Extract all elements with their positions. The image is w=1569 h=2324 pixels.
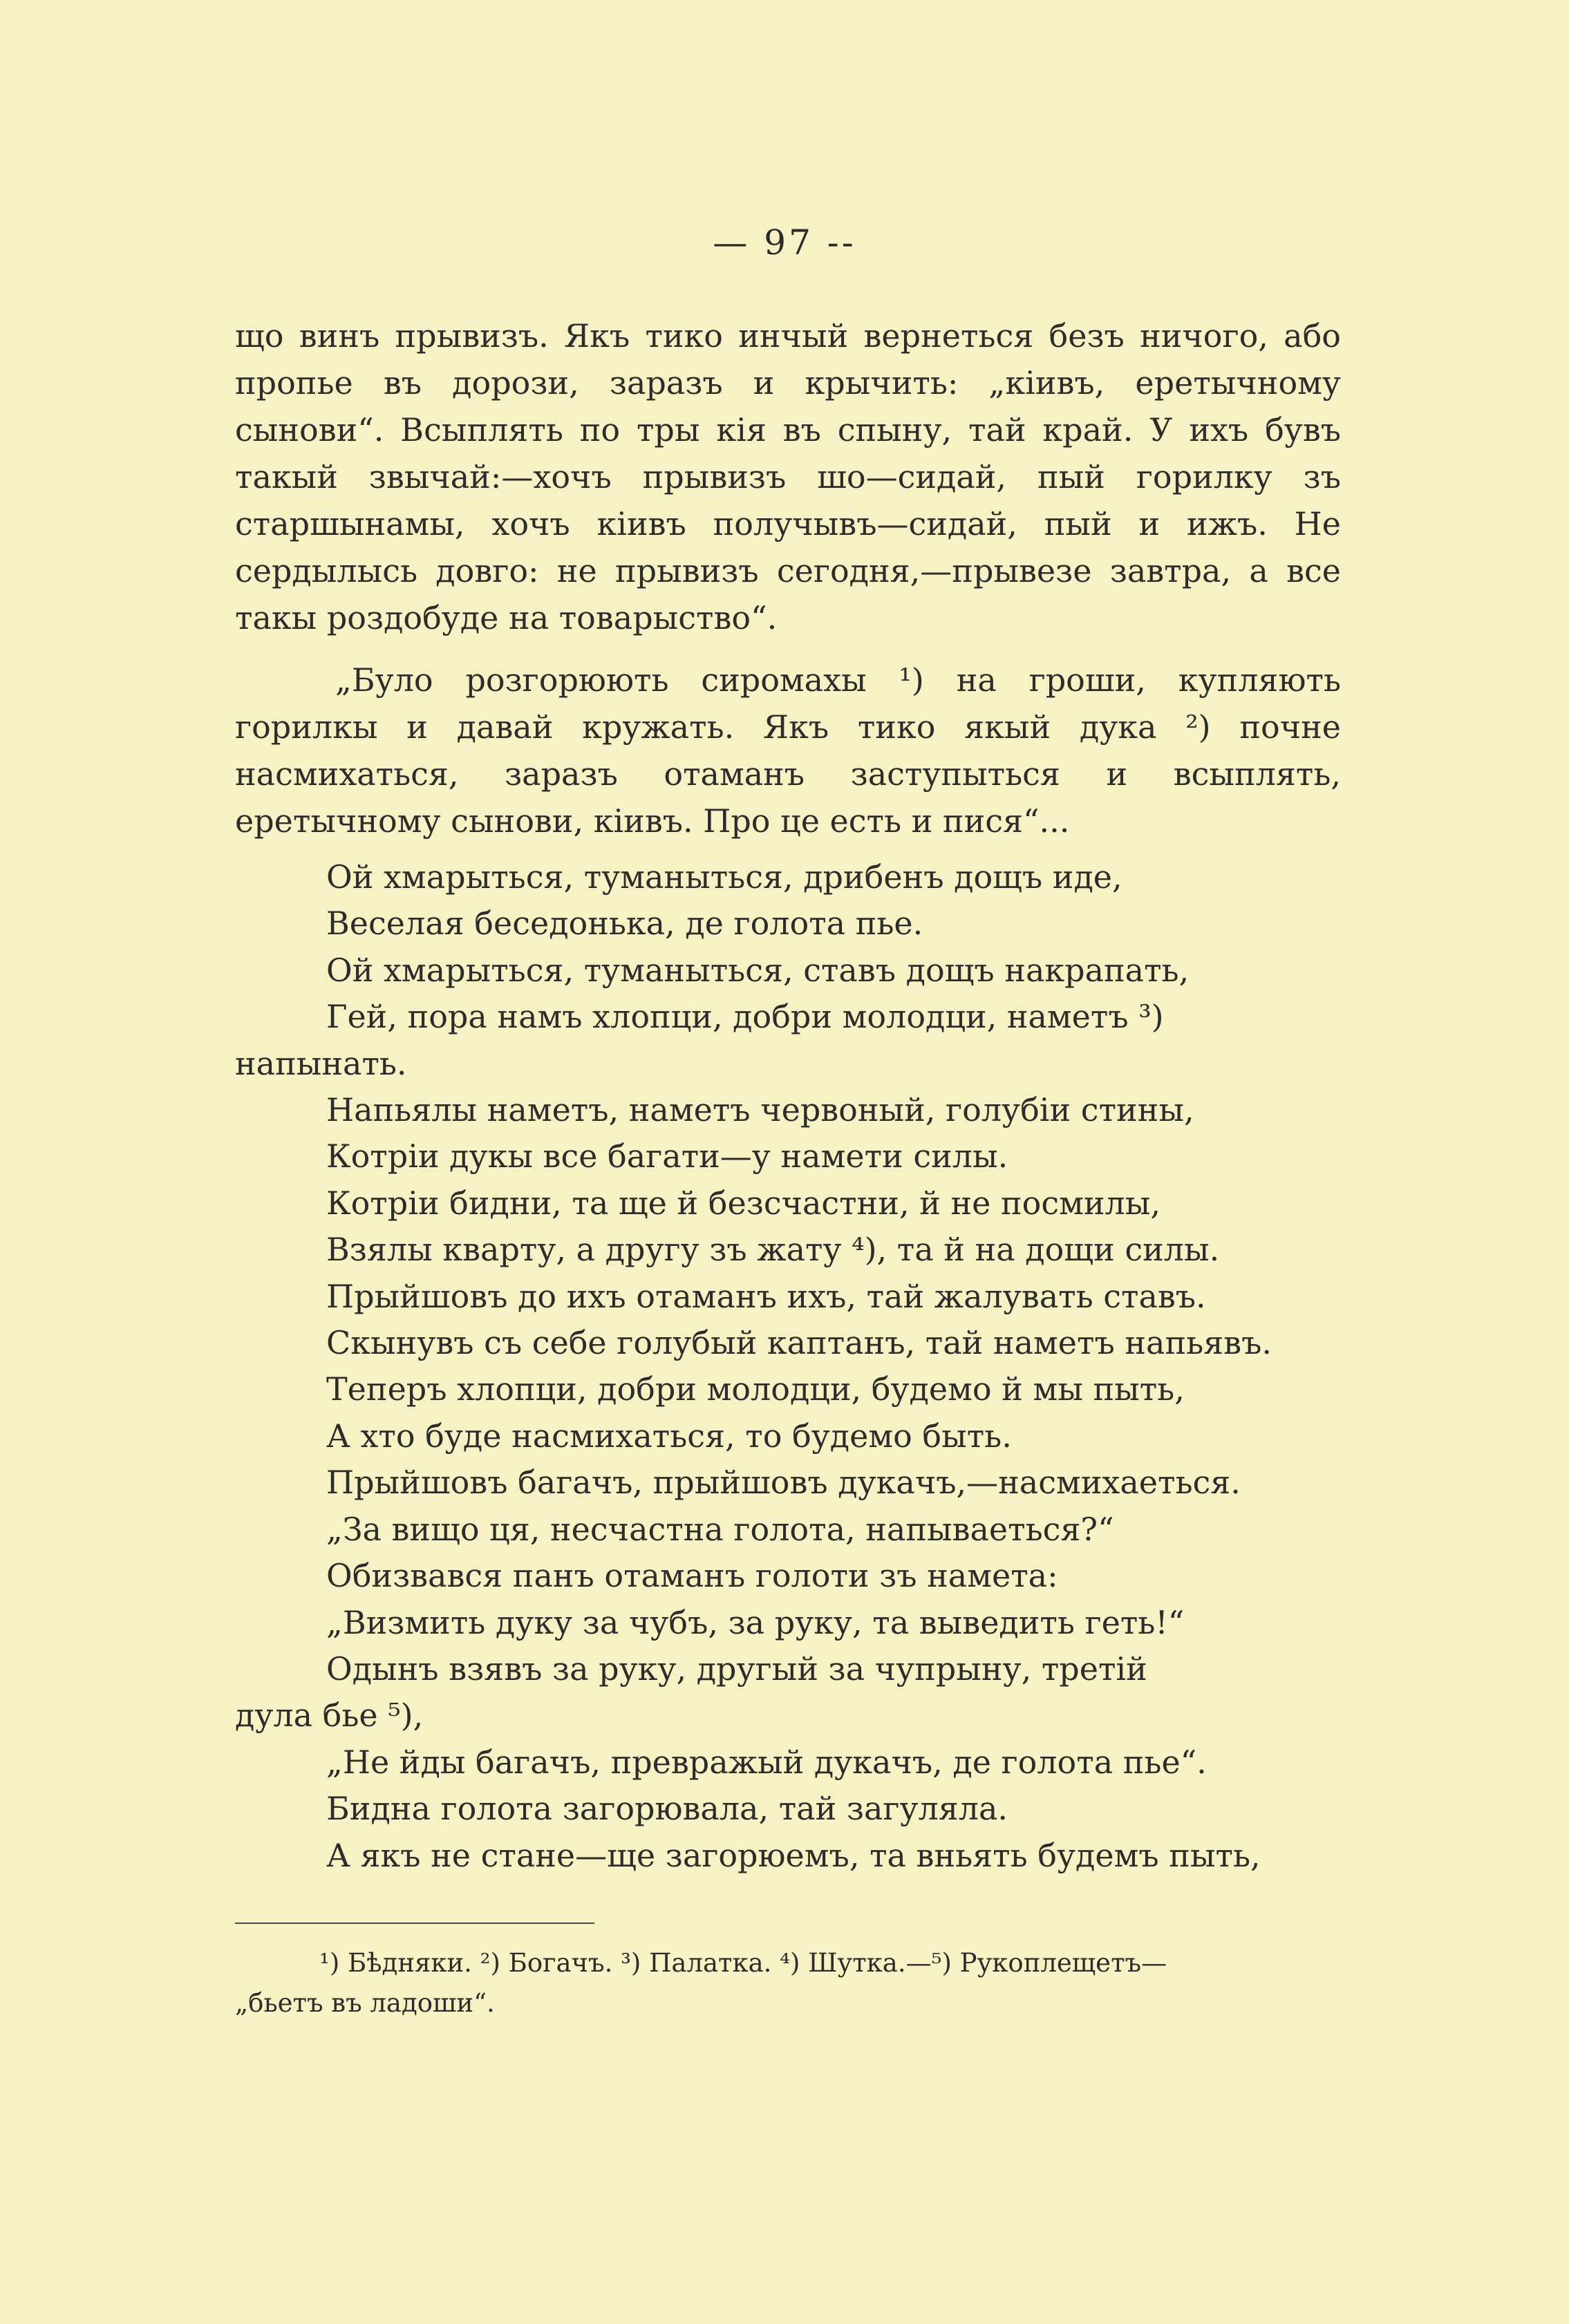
verse-line: Скынувъ съ себе голубый каптанъ, тай наметъ напьявъ. [326,1324,1272,1362]
verse-line: „Не йды багачъ, превражый дукачъ, де голота пье“. [326,1743,1207,1781]
footnote-divider [235,1923,594,1924]
verse-line-continuation: напынать. [235,1044,407,1082]
verse-line: Обизвався панъ отаманъ голоти зъ намета: [326,1557,1058,1595]
verse-line: Теперъ хлопци, добри молодци, будемо й мы пыть, [326,1370,1185,1408]
verse-line: Веселая беседонька, де голота пье. [326,905,923,943]
paragraph [235,312,1341,641]
paragraph-text: що винъ прывизъ. Якъ тико инчый вернеться безъ ничого, або пропье въ дорози, заразъ и крычить: „кiивъ, еретычному сынови“. Всыплять по тры кiя въ спыну, тай край. У ихъ бувъ такый звычай:—хочъ прывизъ шо—сидай, пый горилку зъ старшынамы, хочъ кiивъ получывъ—сидай, пый и ижъ. Не сердылысь довго: не прывизъ сегодня,—прывезе завтра, а все такы роздобуде на товарыство“. [235,317,1341,636]
verse-line-continuation: дула бье ⁵), [235,1697,424,1735]
verse-line: Одынъ взявъ за руку, другый за чупрыну, третiй [326,1650,1147,1688]
verse-line: Прыйшовъ до ихъ отаманъ ихъ, тай жалувать ставъ. [326,1277,1206,1315]
footnote-line: „бьетъ въ ладоши“. [235,1988,495,2018]
verse-line: Гей, пора намъ хлопци, добри молодци, наметъ ³) [326,998,1164,1036]
page-number: — 97 -- [713,223,856,263]
verse-line: Прыйшовъ багачъ, прыйшовъ дукачъ,—насмихаеться. [326,1464,1241,1502]
verse-line: Бидна голота загорювала, тай загуляла. [326,1790,1008,1828]
verse-line: Ой хмарыться, туманыться, дрибенъ дощъ иде, [326,858,1122,896]
footnote-line: ¹) Бѣдняки. ²) Богачъ. ³) Палатка. ⁴) Шутка.—⁵) Рукоплещетъ— [319,1948,1167,1978]
verse-line: Котрiи бидни, та ще й безсчастни, й не посмилы, [326,1184,1161,1222]
footnotes [235,1943,1341,2023]
verse-line: Котрiи дукы все багати—у намети силы. [326,1137,1008,1175]
song-verse [235,854,1348,1879]
verse-line: Ой хмарыться, туманыться, ставъ дощъ накрапать, [326,951,1190,989]
verse-line: „За вищо ця, несчастна голота, напываеться?“ [326,1510,1114,1548]
verse-line: Напьялы наметъ, наметъ червоный, голубiи стины, [326,1091,1194,1129]
paragraph [235,656,1341,844]
verse-line: Взялы кварту, а другу зъ жату ⁴), та й на дощи силы. [326,1231,1220,1269]
verse-line: „Визмить дуку за чубъ, за руку, та выведить геть!“ [326,1603,1185,1641]
verse-line: А якъ не стане—ще загорюемъ, та вньять будемъ пыть, [326,1836,1261,1874]
paragraph-text: „Було розгорюють сиромахы ¹) на гроши, купляють горилкы и давай кружать. Якъ тико якый дука ²) почне насмихаться, заразъ отаманъ заступыться и всыплять, еретычному сынови, кiивъ. Про це есть и пися“... [235,661,1341,840]
verse-line: А хто буде насмихаться, то будемо быть. [326,1417,1012,1455]
